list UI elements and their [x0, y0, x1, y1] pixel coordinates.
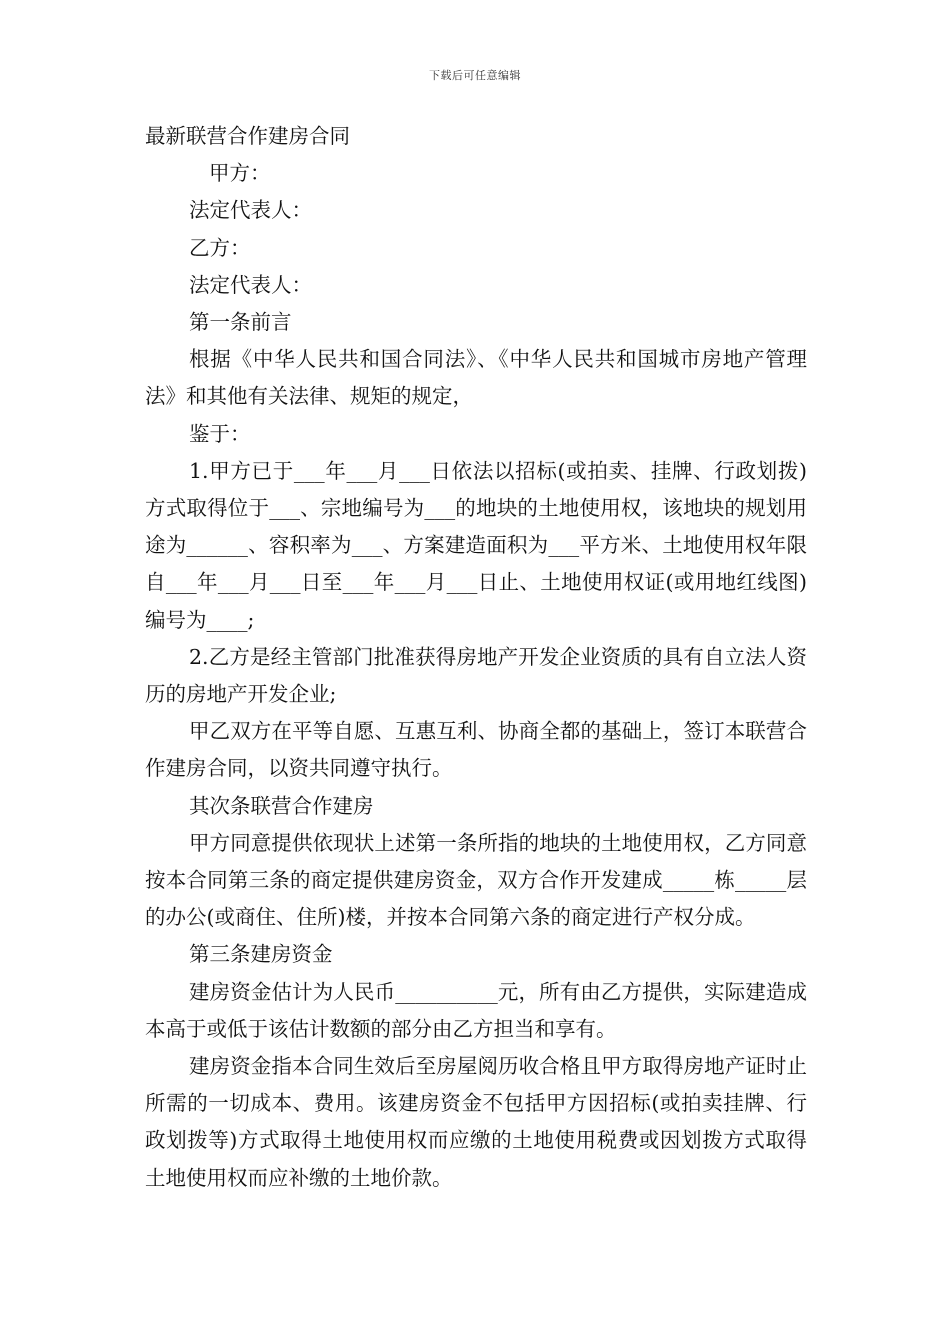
- agreement-paragraph: 甲乙双方在平等自愿、互惠互利、协商全都的基础上，签订本联营合作建房合同，以资共同遵守执行。: [145, 719, 807, 781]
- article-2-heading: 其次条联营合作建房: [189, 793, 374, 818]
- party-a-label: 甲方：: [209, 161, 271, 186]
- party-a-representative-label: 法定代表人：: [189, 198, 312, 223]
- clause-1-paragraph: 1.甲方已于___年___月___日依法以招标(或拍卖、挂牌、行政划拨)方式取得位于___、宗地编号为___的地块的土地使用权，该地块的规划用途为______、容积率为___、方案建造面积为___平方米、土地使用权年限自___年___月___日至___年___月___日止、土地使用权证(或用地红线图)编号为____;: [145, 458, 807, 632]
- article-3-heading: 第三条建房资金: [189, 942, 333, 967]
- article-3-paragraph-2: 建房资金指本合同生效后至房屋阅历收合格且甲方取得房地产证时止所需的一切成本、费用。该建房资金不包括甲方因招标(或拍卖挂牌、行政划拨等)方式取得土地使用权而应缴的土地使用税费或因划拨方式取得土地使用权而应补缴的土地价款。: [145, 1054, 807, 1190]
- article-3-paragraph-1: 建房资金估计为人民币__________元，所有由乙方提供，实际建造成本高于或低于该估计数额的部分由乙方担当和享有。: [145, 979, 807, 1041]
- clause-2-paragraph: 2.乙方是经主管部门批准获得房地产开发企业资质的具有自立法人资历的房地产开发企业;: [145, 644, 807, 707]
- document-body: [145, 118, 807, 1197]
- preamble-paragraph: 根据《中华人民共和国合同法》、《中华人民共和国城市房地产管理法》和其他有关法律、规矩的规定，: [145, 347, 807, 409]
- article-2-paragraph: 甲方同意提供依现状上述第一条所指的地块的土地使用权，乙方同意按本合同第三条的商定提供建房资金，双方合作开发建成_____栋_____层的办公(或商住、住所)楼，并按本合同第六条的商定进行产权分成。: [145, 830, 807, 930]
- whereas-label: 鉴于：: [189, 421, 251, 446]
- party-b-representative-label: 法定代表人：: [189, 272, 312, 297]
- document-title: 最新联营合作建房合同: [145, 124, 350, 148]
- article-1-heading: 第一条前言: [189, 310, 292, 335]
- party-b-label: 乙方：: [189, 235, 251, 260]
- page-header-note: 下载后可任意编辑: [429, 69, 521, 82]
